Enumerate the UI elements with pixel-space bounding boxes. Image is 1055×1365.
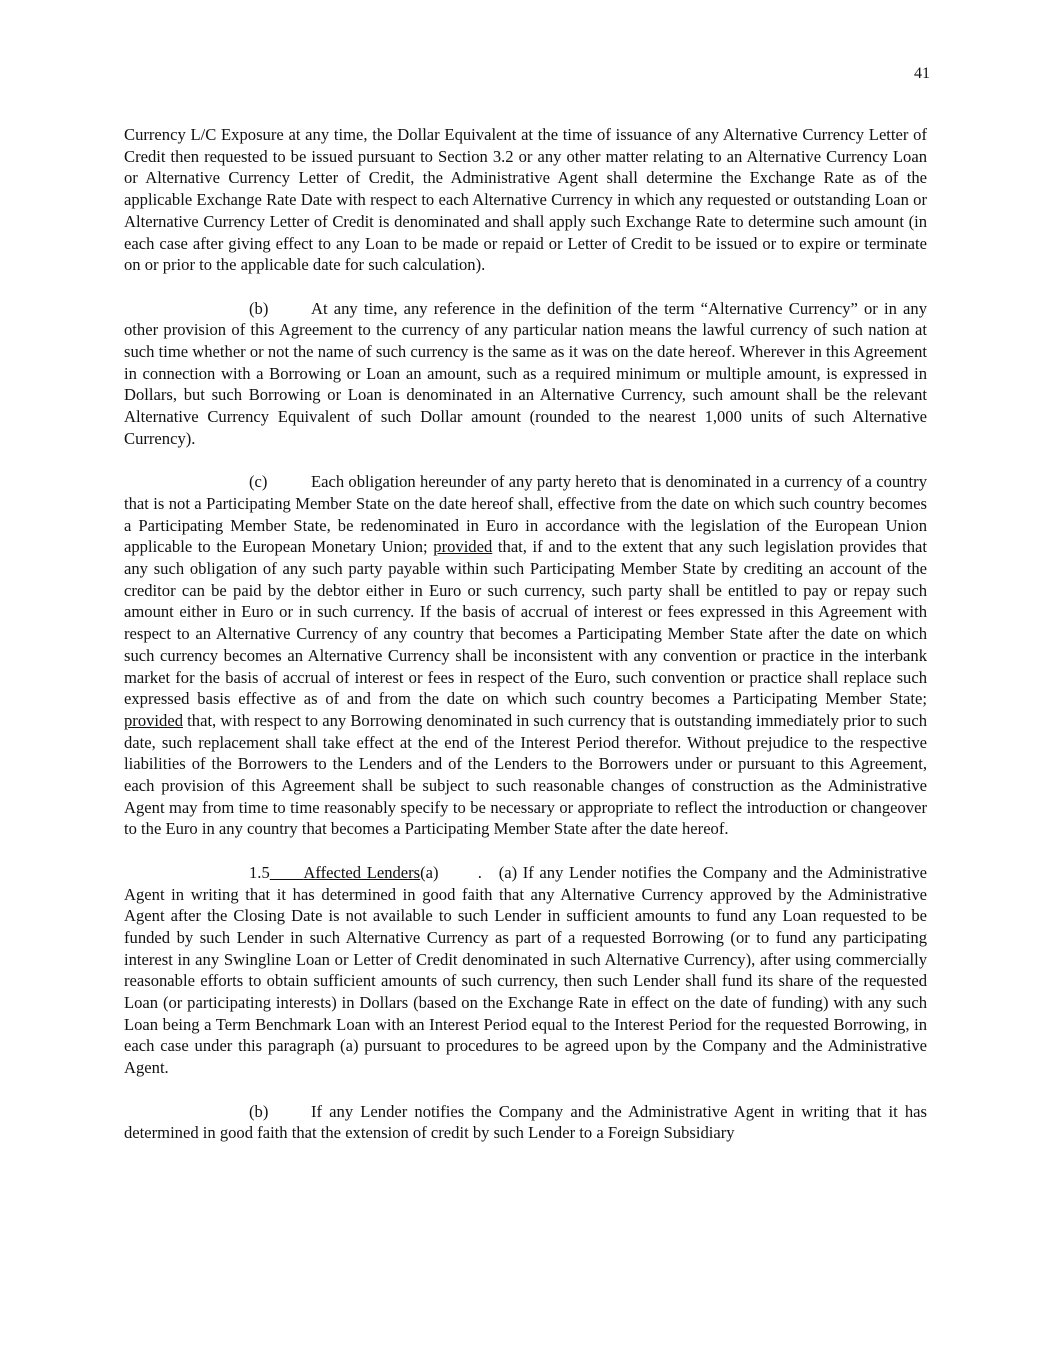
section-1-5-affected-lenders [124, 862, 927, 1079]
section-title-suffix: (a) [420, 862, 439, 882]
paragraph-c-redenomination [124, 471, 927, 840]
paragraph-text: that, with respect to any Borrowing denominated in such currency that is outstanding immediately prior to such date, such replacement shall take effect at the end of the Interest Period therefor. Without prejudice to the respective liabilities of the Borrowers to the Lenders and of the Lenders to the Borrowers under or pursuant to this Agreement, each provision of this Agreement shall be subject to such reasonable changes of construction as the Administrative Agent may from time to time reasonably specify to be necessary or appropriate to reflect the introduction or changeover to the Euro in any country that becomes a Participating Member State after the date hereof. [124, 710, 928, 839]
paragraph-text: (a) If any Lender notifies the Company and the Administrative Agent in writing that it has determined in good faith that any Alternative Currency approved by the Administrative Agent after the Closing Date is not available to such Lender in sufficient amounts to fund any Loan requested to be funded by such Lender in such Alternative Currency as part of a requested Borrowing (or to fund any participating interest in any Swingline Loan or Letter of Credit denominated in such Alternative Currency), after using commercially reasonable efforts to obtain sufficient amounts of such currency, then such Lender shall fund its share of the requested Loan (or participating interests) in Dollars (based on the Exchange Rate in effect on the date of funding) with any such Loan being a Term Benchmark Loan with an Interest Period equal to the Interest Period for the requested Borrowing, in each case under this paragraph (a) pursuant to procedures to be agreed upon by the Company and the Administrative Agent. [124, 862, 928, 1078]
paragraph-b-foreign-subsidiary [124, 1101, 927, 1144]
section-title: Affected Lenders [303, 862, 421, 882]
provided-term: provided [124, 710, 183, 730]
paragraph-continuation [124, 124, 927, 276]
document-body [124, 124, 927, 1144]
paragraph-text: If any Lender notifies the Company and the Administrative Agent in writing that it has determined in good faith that the extension of credit by such Lender to a Foreign Subsidiary [124, 1101, 927, 1143]
paragraph-label: (c) [249, 472, 268, 492]
paragraph-label: (b) [249, 298, 269, 318]
paragraph-text: Currency L/C Exposure at any time, the Dollar Equivalent at the time of issuance of any Alternative Currency Letter of Credit then requested to be issued pursuant to Section 3.2 or any other matter relating to an Alternative Currency Loan or Alternative Currency Letter of Credit, the Administrative Agent shall determine the Exchange Rate as of the applicable Exchange Rate Date with respect to each Alternative Currency in which any requested or outstanding Loan or Alternative Currency Letter of Credit is denominated and shall apply such Exchange Rate to determine such amount (in each case after giving effect to any Loan to be made or repaid or Letter of Credit to be issued or to expire or terminate on or prior to the applicable date for such calculation). [124, 125, 927, 275]
provided-term: provided [433, 537, 493, 557]
paragraph-label: (b) [249, 1101, 269, 1121]
page-number: 41 [914, 65, 930, 82]
paragraph-text: At any time, any reference in the definition of the term “Alternative Currency” or in any other provision of this Agreement to the currency of any particular nation means the lawful currency of such nation at such time whether or not the name of such currency is the same as it was on the date hereof. Wherever in this Agreement in connection with a Borrowing or Loan an amount, such as a required minimum or multiple amount, is expressed in Dollars, but such Borrowing or Loan is denominated in an Alternative Currency, such amount shall be the relevant Alternative Currency Equivalent of such Dollar amount (rounded to the nearest 1,000 units of such Alternative Currency). [124, 298, 927, 448]
paragraph-b-currency-reference [124, 298, 927, 450]
paragraph-text: Each obligation hereunder of any party hereto that is denominated in a currency of a country that is not a Participating Member State on the date hereof shall, effective from the date on which such country becomes a Participating Member State, be redenominated in Euro in accordance with the legislation of the European Union applicable to the European Monetary Union; [124, 472, 927, 557]
section-number: 1.5 [249, 862, 270, 882]
section-dot: . [477, 862, 482, 882]
paragraph-text: that, if and to the extent that any such legislation provides that any such obligation of any such party payable within such Participating Member State by crediting an account of the creditor can be paid by the debtor either in Euro or such currency, such party shall be entitled to pay or repay such amount either in Euro or in such currency. If the basis of accrual of interest or fees expressed in this Agreement with respect to an Alternative Currency of any country that becomes a Participating Member State after the date on which such currency becomes an Alternative Currency shall be inconsistent with any convention or practice in the interbank market for the basis of accrual of interest or fees in respect of the Euro, such convention or practice shall replace such expressed basis effective as of and from the date on which such country becomes a Participating Member State; [124, 537, 927, 709]
